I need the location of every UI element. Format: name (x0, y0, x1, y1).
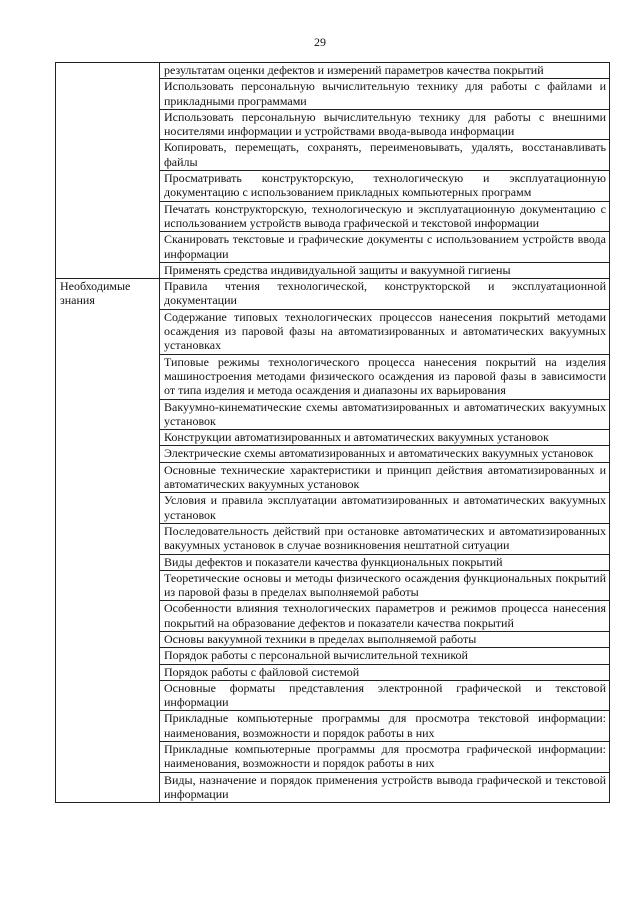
knowledge-item: Основные форматы представления электронной графической и текстовой информации (160, 680, 610, 711)
skills-label-cell (56, 63, 160, 279)
skill-item: Копировать, перемещать, сохранять, переименовывать, удалять, восстанавливать файлы (160, 140, 610, 171)
knowledge-item: Правила чтения технологической, конструкторской и эксплуатационной документации (160, 279, 610, 310)
knowledge-item: Порядок работы с персональной вычислительной техникой (160, 648, 610, 664)
table-row (56, 63, 610, 79)
skill-item: Применять средства индивидуальной защиты и вакуумной гигиены (160, 262, 610, 278)
knowledge-item: Виды дефектов и показатели качества функциональных покрытий (160, 554, 610, 570)
knowledge-item: Вакуумно-кинематические схемы автоматизированных и автоматических вакуумных установок (160, 399, 610, 430)
knowledge-label: Необходимые знания (56, 279, 160, 803)
knowledge-item: Особенности влияния технологических параметров и режимов процесса нанесения покрытий на образование дефектов и показатели качества покрытий (160, 601, 610, 632)
knowledge-item: Содержание типовых технологических процессов нанесения покрытий методами осаждения из паровой фазы на автоматизированных и автоматических вакуумных установках (160, 309, 610, 354)
knowledge-item: Типовые режимы технологического процесса нанесения покрытий на изделия машиностроения методами физического осаждения из паровой фазы в зависимости от типа изделия и метода осаждения и диапазоны их варьирования (160, 354, 610, 399)
knowledge-item: Основные технические характеристики и принцип действия автоматизированных и автоматических вакуумных установок (160, 462, 610, 493)
skill-item: Сканировать текстовые и графические документы с использованием устройств ввода информации (160, 232, 610, 263)
skill-item: результатам оценки дефектов и измерений параметров качества покрытий (160, 63, 610, 79)
requirements-table (55, 62, 610, 803)
page-number: 29 (314, 35, 326, 49)
knowledge-item: Последовательность действий при остановке автоматических и автоматизированных вакуумных установок в случае возникновения нештатной ситуации (160, 523, 610, 554)
knowledge-item: Конструкции автоматизированных и автоматических вакуумных установок (160, 430, 610, 446)
knowledge-item: Теоретические основы и методы физического осаждения функциональных покрытий из паровой фазы в пределах выполняемой работы (160, 570, 610, 601)
table-row (56, 279, 610, 310)
knowledge-item: Порядок работы с файловой системой (160, 664, 610, 680)
skill-item: Просматривать конструкторскую, технологическую и эксплуатационную документацию с использованием прикладных компьютерных программ (160, 171, 610, 202)
knowledge-item: Условия и правила эксплуатации автоматизированных и автоматических вакуумных установок (160, 493, 610, 524)
knowledge-item: Прикладные компьютерные программы для просмотра текстовой информации: наименования, возможности и порядок работы в них (160, 711, 610, 742)
skill-item: Использовать персональную вычислительную технику для работы с внешними носителями информации и устройствами ввода-вывода информации (160, 109, 610, 140)
skill-item: Использовать персональную вычислительную технику для работы с файлами и прикладными программами (160, 79, 610, 110)
knowledge-item: Электрические схемы автоматизированных и автоматических вакуумных установок (160, 446, 610, 462)
knowledge-item: Прикладные компьютерные программы для просмотра графической информации: наименования, возможности и порядок работы в них (160, 742, 610, 773)
knowledge-item: Основы вакуумной техники в пределах выполняемой работы (160, 631, 610, 647)
skill-item: Печатать конструкторскую, технологическую и эксплуатационную документацию с использованием устройств вывода графической и текстовой информации (160, 201, 610, 232)
knowledge-item: Виды, назначение и порядок применения устройств вывода графической и текстовой информации (160, 772, 610, 803)
